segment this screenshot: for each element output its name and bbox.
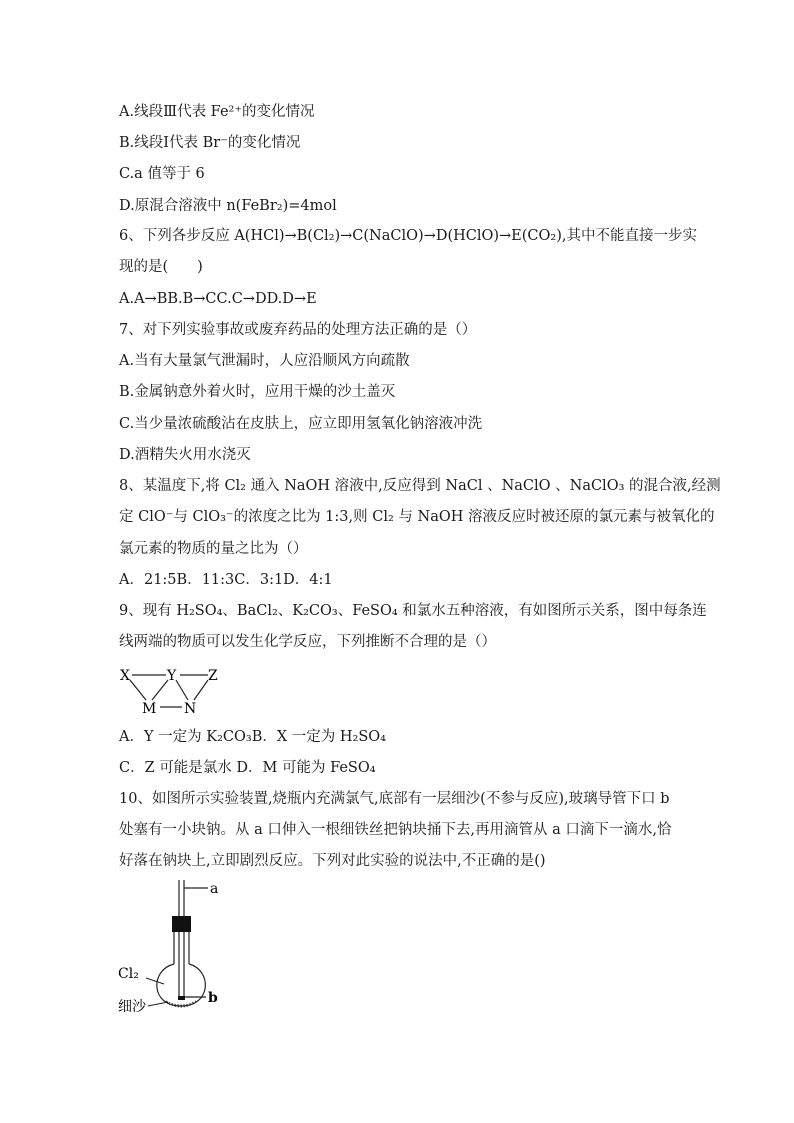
q6-stem-line2: 现的是( ) — [119, 259, 203, 275]
q10-apparatus-figure — [116, 878, 246, 1018]
q7-option-c: C.当少量浓硫酸沾在皮肤上，应立即用氢氧化钠溶液冲洗 — [119, 416, 483, 432]
q7-stem: 7、对下列实验事故或废弃药品的处理方法正确的是（） — [119, 322, 477, 338]
node-z: Z — [208, 668, 218, 684]
label-a: a — [210, 881, 219, 897]
q5-option-b: B.线段Ⅰ代表 Br⁻的变化情况 — [119, 135, 301, 151]
q9-line2: 线两端的物质可以发生化学反应，下列推断不合理的是（） — [119, 634, 496, 650]
q10-line3: 好落在钠块上,立即剧烈反应。下列对此实验的说法中,不正确的是() — [119, 853, 546, 869]
q5-option-c: C.a 值等于 6 — [119, 166, 205, 182]
node-n: N — [184, 701, 197, 717]
q6-options: A.A→BB.B→CC.C→DD.D→E — [119, 291, 317, 307]
label-cl2: Cl₂ — [118, 966, 139, 982]
q9-relation-diagram — [116, 660, 226, 718]
q5-option-a: A.线段Ⅲ代表 Fe²⁺的变化情况 — [119, 104, 315, 120]
node-m: M — [142, 701, 157, 717]
label-b: b — [208, 990, 218, 1006]
node-y: Y — [167, 668, 177, 684]
q7-option-b: B.金属钠意外着火时，应用干燥的沙土盖灭 — [119, 384, 396, 400]
q8-line3: 氯元素的物质的量之比为（） — [119, 541, 308, 557]
q8-line1: 8、某温度下,将 Cl₂ 通入 NaOH 溶液中,反应得到 NaCl 、NaClO 、NaClO₃ 的混合液,经测 — [119, 478, 721, 494]
q10-line2: 处塞有一小块钠。从 a 口伸入一根细铁丝把钠块捅下去,再用滴管从 a 口滴下一滴水,恰 — [119, 822, 672, 838]
q7-option-d: D.酒精失火用水浇灭 — [119, 447, 251, 463]
q5-option-d: D.原混合溶液中 n(FeBr₂)=4mol — [119, 198, 337, 214]
label-sand: 细沙 — [118, 999, 146, 1015]
q8-line2: 定 ClO⁻与 ClO₃⁻的浓度之比为 1:3,则 Cl₂ 与 NaOH 溶液反应时被还原的氯元素与被氧化的 — [119, 509, 715, 525]
q9-options-line1: A．Y 一定为 K₂CO₃B．X 一定为 H₂SO₄ — [119, 729, 386, 745]
q10-line1: 10、如图所示实验装置,烧瓶内充满氯气,底部有一层细沙(不参与反应),玻璃导管下口 b — [119, 791, 670, 807]
q7-option-a: A.当有大量氯气泄漏时，人应沿顺风方向疏散 — [119, 353, 410, 369]
node-x: X — [120, 668, 130, 684]
q9-line1: 9、现有 H₂SO₄、BaCl₂、K₂CO₃、FeSO₄ 和氯水五种溶液，有如图所示关系，图中每条连 — [119, 603, 707, 619]
q8-options: A．21:5B．11:3C．3:1D．4:1 — [119, 572, 333, 588]
q6-stem-line1: 6、下列各步反应 A(HCl)→B(Cl₂)→C(NaClO)→D(HClO)→E(CO₂),其中不能直接一步实 — [119, 228, 697, 244]
q9-options-line2: C．Z 可能是氯水 D．M 可能为 FeSO₄ — [119, 760, 376, 776]
